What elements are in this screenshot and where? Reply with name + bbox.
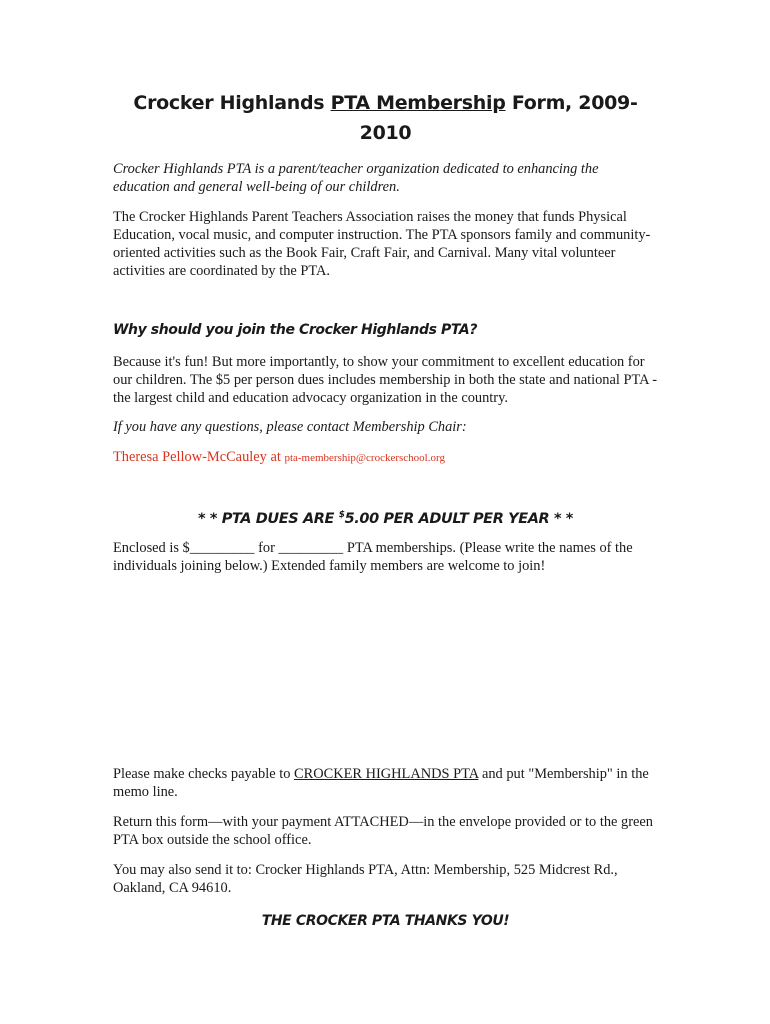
thanks-banner: THE CROCKER PTA THANKS YOU! [261,912,510,929]
checks-before: Please make checks payable to [113,765,295,782]
checks-payee: CROCKER HIGHLANDS PTA [294,765,479,782]
dues-banner [113,505,658,529]
description-text: The Crocker Highlands Parent Teachers Association raises the money that funds Physical Education, vocal music, and computer instruction. The PTA sponsors family and community-oriented activities such as the Book Fair, Craft Fair, and Carnival. Many vital volunteer activities are coordinated by the PTA. [113,209,651,279]
contact-name: Theresa Pellow-McCauley at [113,449,285,465]
why-join-heading: Why should you join the Crocker Highlands PTA? [113,322,478,338]
contact-email-link[interactable]: pta-membership@crockerschool.org [284,452,445,464]
enclosed-text: Enclosed is $_________ for _________ PTA memberships. (Please write the names of the individuals joining below.) Extended family members are welcome to join! [113,539,633,574]
contact-line [113,448,658,467]
checks-payable-text [113,765,658,801]
return-instructions: Return this form—with your payment ATTACHED—in the envelope provided or to the green PTA box outside the school office. [113,813,653,848]
form-title [113,88,658,148]
title-part-1: Crocker Highlands [133,92,331,114]
dues-amount: 5.00 PER ADULT PER YEAR * * [344,510,573,527]
membership-form-page [113,88,658,931]
dues-prefix: * * PTA DUES ARE [198,510,339,527]
intro-text: Crocker Highlands PTA is a parent/teacher organization dedicated to enhancing the education and general well-being of our children. [113,161,599,195]
title-part-3: Form, 2009-2010 [359,92,638,144]
contact-question: If you have any questions, please contact Membership Chair: [113,419,467,435]
checks-after: and put "Membership" in the memo line. [113,765,649,800]
why-join-text: Because it's fun! But more importantly, to show your commitment to excellent education for our children. The $5 per person dues includes membership in both the state and national PTA - the largest child and education advocacy organization in the country. [113,354,658,406]
dues-currency: $ [338,510,345,520]
mail-address-text: You may also send it to: Crocker Highlands PTA, Attn: Membership, 525 Midcrest Rd., Oakland, CA 94610. [113,861,618,896]
title-part-2: PTA Membership [330,92,506,114]
